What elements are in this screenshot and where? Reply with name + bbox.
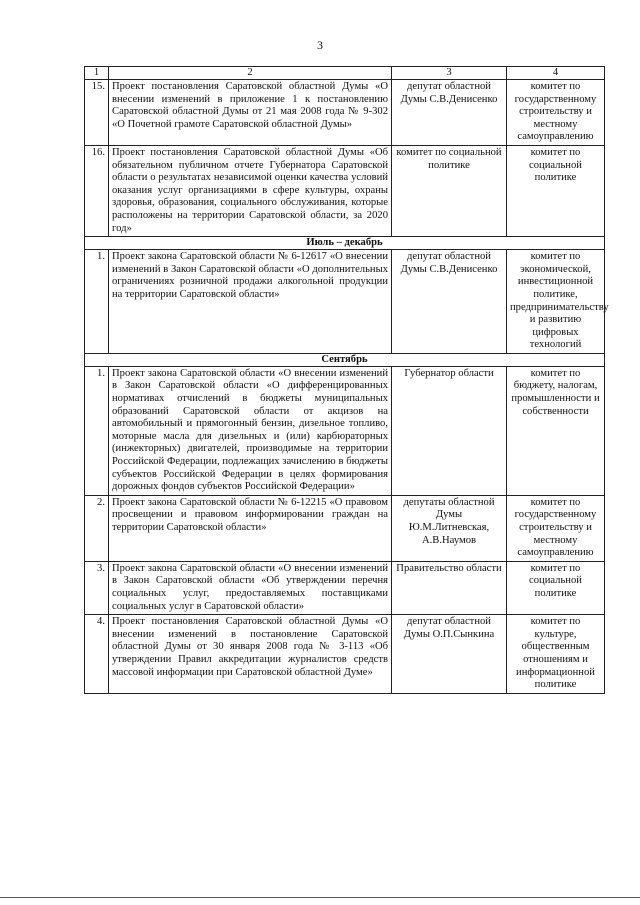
row-number: 1.	[85, 366, 109, 495]
row-title: Проект закона Саратовской области № 6-12215 «О правовом просвещении и правовом информировании граждан на территории Саратовской области»	[109, 495, 392, 561]
row-committee: комитет по социальной политике	[507, 145, 605, 236]
row-responsible: Правительство области	[392, 561, 507, 614]
row-responsible: депутат областной Думы О.П.Сынкина	[392, 615, 507, 694]
row-title: Проект постановления Саратовской областной Думы «О внесении изменений в постановление Саратовской областной Думы от 30 января 2008 года № 3-113 «Об утверждении Правил аккредитации журналистов средств массовой информации при Саратовской областной Думе»	[109, 615, 392, 694]
table-row	[85, 495, 605, 561]
table-row	[85, 615, 605, 694]
row-title: Проект закона Саратовской области «О внесении изменений в Закон Саратовской области «О дифференцированных нормативах отчислений в бюджеты муниципальных образований Саратовской области от акцизов на автомобильный и прямогонный бензин, дизельное топливо, моторные масла для дизельных и (или) карбюраторных (инжекторных) двигателей, производимые на территории Российской Федерации, подлежащих зачислению в бюджеты субъектов Российской Федерации в целях формирования дорожных фондов субъектов Российской Федерации»	[109, 366, 392, 495]
row-responsible: депутат областной Думы С.В.Денисенко	[392, 80, 507, 146]
row-responsible: Губернатор области	[392, 366, 507, 495]
table-row	[85, 145, 605, 236]
column-header-number: 1	[85, 67, 109, 80]
row-committee: комитет по государственному строительству и местному самоуправлению	[507, 80, 605, 146]
table-row	[85, 80, 605, 146]
column-header-responsible: 3	[392, 67, 507, 80]
row-title: Проект постановления Саратовской областной Думы «О внесении изменений в приложение 1 к постановлению Саратовской областной Думы от 21 мая 2008 года № 9-302 «О Почетной грамоте Саратовской областной Думы»	[109, 80, 392, 146]
column-header-committee: 4	[507, 67, 605, 80]
row-responsible: депутат областной Думы С.В.Денисенко	[392, 250, 507, 354]
plan-table	[84, 66, 609, 694]
section-label: Июль – декабрь	[85, 237, 605, 250]
section-row-september	[85, 353, 605, 366]
section-label: Сентябрь	[85, 353, 605, 366]
table-row	[85, 366, 605, 495]
row-title: Проект постановления Саратовской областной Думы «Об обязательном публичном отчете Губернатора Саратовской области о результатах независимой оценки качества условий оказания услуг организациями в сфере культуры, охраны здоровья, образования, социального обслуживания, которые расположены на территории Саратовской области, за 2020 год»	[109, 145, 392, 236]
row-responsible: депутаты областной Думы Ю.М.Литневская, А.В.Наумов	[392, 495, 507, 561]
row-number: 3.	[85, 561, 109, 614]
row-number: 4.	[85, 615, 109, 694]
footer-divider	[0, 897, 640, 898]
row-committee: комитет по культуре, общественным отношениям и информационной политике	[507, 615, 605, 694]
row-committee: комитет по государственному строительству и местному самоуправлению	[507, 495, 605, 561]
table-row	[85, 250, 605, 354]
table-header-row	[85, 67, 605, 80]
row-number: 16.	[85, 145, 109, 236]
page-number: 3	[317, 38, 323, 52]
column-header-title: 2	[109, 67, 392, 80]
row-committee: комитет по бюджету, налогам, промышленности и собственности	[507, 366, 605, 495]
row-title: Проект закона Саратовской области № 6-12617 «О внесении изменений в Закон Саратовской области «О дополнительных ограничениях розничной продажи алкогольной продукции на территории Саратовской области»	[109, 250, 392, 354]
row-number: 1.	[85, 250, 109, 354]
row-title: Проект закона Саратовской области «О внесении изменений в Закон Саратовской области «Об утверждении перечня социальных услуг, предоставляемых поставщиками социальных услуг в Саратовской области»	[109, 561, 392, 614]
row-responsible: комитет по социальной политике	[392, 145, 507, 236]
table-row	[85, 561, 605, 614]
row-number: 2.	[85, 495, 109, 561]
row-committee: комитет по экономической, инвестиционной политике, предпринимательству и развитию цифровых технологий	[507, 250, 605, 354]
section-row-july-december	[85, 237, 605, 250]
row-committee: комитет по социальной политике	[507, 561, 605, 614]
row-number: 15.	[85, 80, 109, 146]
